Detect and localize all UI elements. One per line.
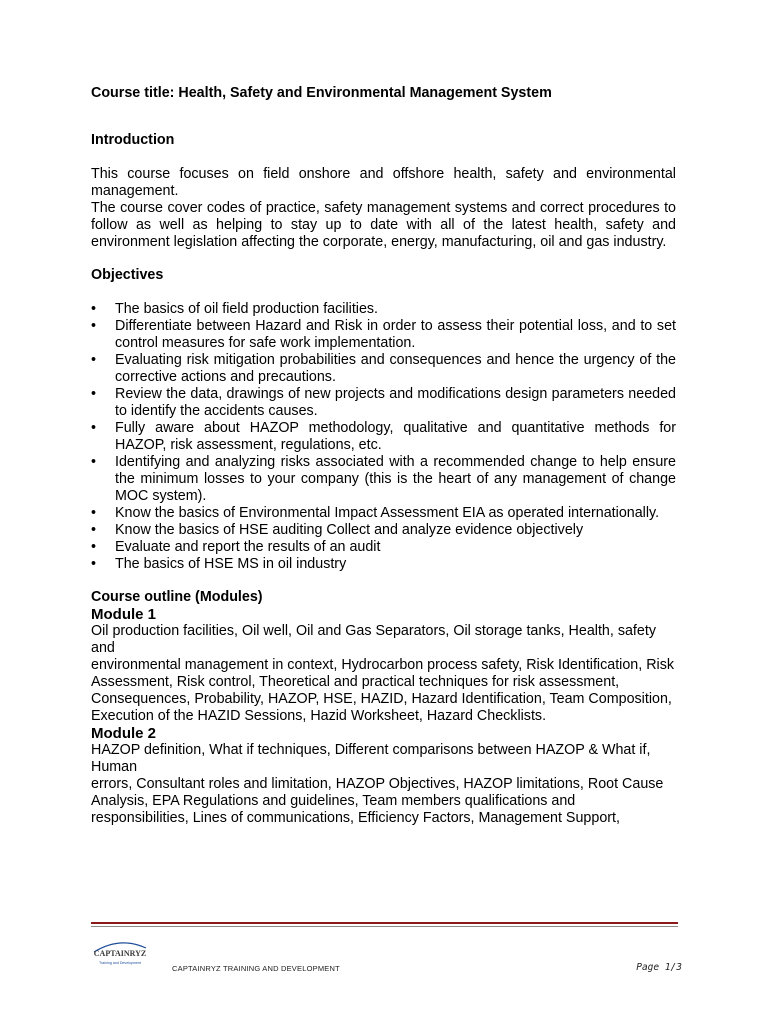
module-2-text-line2: errors, Consultant roles and limitation, HAZOP Objectives, HAZOP limitations, Root Cause Analysis, EPA Regulations and guidelines, Team members qualifications and responsibilities, Lines of communications, Efficiency Factors, Management Support, — [91, 776, 664, 826]
objective-item: • Identifying and analyzing risks associated with a recommended change to help ensure the minimum losses to your company (this is the heart of any management of change MOC system). — [91, 454, 676, 505]
introduction-heading: Introduction — [91, 132, 175, 148]
logo-text: CAPTAINRYZ — [93, 949, 147, 958]
module-1-text-line2: environmental management in context, Hydrocarbon process safety, Risk Identification, Risk Assessment, Risk control, Theoretical and practical techniques for risk assessment, Consequences, Probability, HAZOP, HSE, HAZID, Hazard Identification, Team Composition, Execution of the HAZID Sessions, Hazid Worksheet, Hazard Checklists. — [91, 657, 675, 724]
logo-subtext: Training and Development — [98, 961, 142, 965]
objective-item: • Review the data, drawings of new projects and modifications design parameters needed to identify the accidents causes. — [91, 386, 676, 420]
course-outline-heading: Course outline (Modules) — [91, 589, 263, 605]
objectives-list — [91, 301, 676, 573]
company-logo — [88, 934, 152, 970]
objective-item: • Evaluating risk mitigation probabilities and consequences and hence the urgency of the corrective actions and precautions. — [91, 352, 676, 386]
objective-item: • Fully aware about HAZOP methodology, qualitative and quantitative methods for HAZOP, risk assessment, regulations, etc. — [91, 420, 676, 454]
objective-item: • The basics of oil field production facilities. — [91, 301, 676, 318]
objective-item: • The basics of HSE MS in oil industry — [91, 556, 676, 573]
footer-rule-gray — [91, 926, 678, 927]
introduction-paragraph-1: This course focuses on field onshore and offshore health, safety and environmental management. — [91, 166, 676, 199]
objectives-heading: Objectives — [91, 267, 164, 283]
document-body — [91, 85, 676, 827]
footer-page-number: Page 1/3 — [636, 962, 682, 973]
introduction-paragraph-2: The course cover codes of practice, safety management systems and correct procedures to follow as well as helping to stay up to date with all of the latest health, safety and environment legislation affecting the corporate, energy, manufacturing, oil and gas industry. — [91, 200, 676, 250]
module-1-text-line1: Oil production facilities, Oil well, Oil and Gas Separators, Oil storage tanks, Health, safety and — [91, 623, 656, 656]
module-2-text-line1: HAZOP definition, What if techniques, Different comparisons between HAZOP & What if, Human — [91, 742, 651, 775]
objective-item: • Differentiate between Hazard and Risk in order to assess their potential loss, and to set control measures for safe work implementation. — [91, 318, 676, 352]
footer-rule-red — [91, 922, 678, 924]
objective-item: • Know the basics of HSE auditing Collect and analyze evidence objectively — [91, 522, 676, 539]
objective-item: • Evaluate and report the results of an audit — [91, 539, 676, 556]
module-1-title: Module 1 — [91, 606, 157, 623]
course-title: Course title: Health, Safety and Environmental Management System — [91, 85, 552, 101]
module-2-title: Module 2 — [91, 725, 157, 742]
footer-company-name: CAPTAINRYZ TRAINING AND DEVELOPMENT — [172, 964, 340, 973]
objective-item: • Know the basics of Environmental Impact Assessment EIA as operated internationally. — [91, 505, 676, 522]
